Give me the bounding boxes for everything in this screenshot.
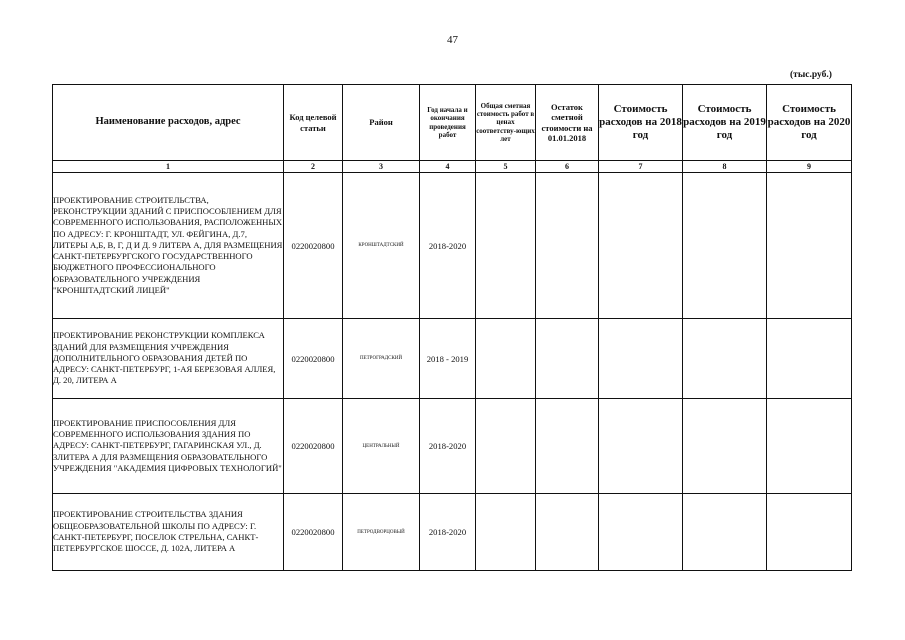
budget-table: [52, 84, 852, 571]
table-row: [53, 494, 852, 571]
header-remainder: Остаток сметной стоимости на 01.01.2018: [536, 85, 599, 161]
total-cost-cell: [476, 494, 536, 571]
header-years: Год начала и окончания проведения работ: [420, 85, 476, 161]
district: ЦЕНТРАЛЬНЫЙ: [343, 399, 420, 494]
cost-2019-cell: [683, 319, 767, 399]
work-years: 2018 - 2019: [420, 319, 476, 399]
cost-2018-cell: [599, 399, 683, 494]
total-cost-cell: [476, 399, 536, 494]
cost-2020-cell: [767, 399, 852, 494]
cost-2019-cell: [683, 494, 767, 571]
target-code: 0220020800: [284, 399, 343, 494]
cost-2020-cell: [767, 173, 852, 319]
header-cost-2019: Стоимость расходов на 2019 год: [683, 85, 767, 161]
cost-2020-cell: [767, 494, 852, 571]
district: КРОНШТАДТСКИЙ: [343, 173, 420, 319]
column-number: 6: [536, 161, 599, 173]
total-cost-cell: [476, 173, 536, 319]
target-code: 0220020800: [284, 494, 343, 571]
work-years: 2018-2020: [420, 399, 476, 494]
column-number: 3: [343, 161, 420, 173]
header-cost-2020: Стоимость расходов на 2020 год: [767, 85, 852, 161]
column-number: 7: [599, 161, 683, 173]
cost-2020-cell: [767, 319, 852, 399]
remainder-cell: [536, 319, 599, 399]
district: ПЕТРОДВОРЦОВЫЙ: [343, 494, 420, 571]
table-row: [53, 399, 852, 494]
table-row: [53, 319, 852, 399]
header-cost-2018: Стоимость расходов на 2018 год: [599, 85, 683, 161]
target-code: 0220020800: [284, 319, 343, 399]
expense-name: ПРОЕКТИРОВАНИЕ СТРОИТЕЛЬСТВА, РЕКОНСТРУКЦИИ ЗДАНИЙ С ПРИСПОСОБЛЕНИЕМ ДЛЯ СОВРЕМЕННОГО ИСПОЛЬЗОВАНИЯ, РАСПОЛОЖЕННЫХ ПО АДРЕСУ: Г. КРОНШТАДТ, УЛ. ФЕЙГИНА, Д.7, ЛИТЕРЫ А,Б, В, Г, Д И Д. 9 ЛИТЕРА А, ДЛЯ РАЗМЕЩЕНИЯ САНКТ-ПЕТЕРБУРГСКОГО ГОСУДАРСТВЕННОГО БЮДЖЕТНОГО ПРОФЕССИОНАЛЬНОГО ОБРАЗОВАТЕЛЬНОГО УЧРЕЖДЕНИЯ "КРОНШТАДТСКИЙ ЛИЦЕЙ": [53, 173, 284, 319]
total-cost-cell: [476, 319, 536, 399]
cost-2018-cell: [599, 173, 683, 319]
page-number: 47: [447, 34, 458, 46]
column-number: 1: [53, 161, 284, 173]
remainder-cell: [536, 399, 599, 494]
work-years: 2018-2020: [420, 173, 476, 319]
remainder-cell: [536, 173, 599, 319]
header-code: Код целевой статьи: [284, 85, 343, 161]
column-number: 2: [284, 161, 343, 173]
table-row: [53, 173, 852, 319]
target-code: 0220020800: [284, 173, 343, 319]
column-number: 5: [476, 161, 536, 173]
expense-name: ПРОЕКТИРОВАНИЕ ПРИСПОСОБЛЕНИЯ ДЛЯ СОВРЕМЕННОГО ИСПОЛЬЗОВАНИЯ ЗДАНИЯ ПО АДРЕСУ: САНКТ-ПЕТЕРБУРГ, ГАГАРИНСКАЯ УЛ., Д. 3ЛИТЕРА А ДЛЯ РАЗМЕЩЕНИЯ ОБРАЗОВАТЕЛЬНОГО УЧРЕЖДЕНИЯ "АКАДЕМИЯ ЦИФРОВЫХ ТЕХНОЛОГИЙ": [53, 399, 284, 494]
cost-2019-cell: [683, 399, 767, 494]
remainder-cell: [536, 494, 599, 571]
district: ПЕТРОГРАДСКИЙ: [343, 319, 420, 399]
column-number: 9: [767, 161, 852, 173]
cost-2019-cell: [683, 173, 767, 319]
header-name: Наименование расходов, адрес: [53, 85, 284, 161]
header-district: Район: [343, 85, 420, 161]
cost-2018-cell: [599, 494, 683, 571]
units-label: (тыс.руб.): [790, 70, 832, 80]
header-row: [53, 85, 852, 161]
header-total-cost: Общая сметная стоимость работ в ценах соответству-ющих лет: [476, 85, 536, 161]
cost-2018-cell: [599, 319, 683, 399]
work-years: 2018-2020: [420, 494, 476, 571]
expense-name: ПРОЕКТИРОВАНИЕ РЕКОНСТРУКЦИИ КОМПЛЕКСА ЗДАНИЙ ДЛЯ РАЗМЕЩЕНИЯ УЧРЕЖДЕНИЯ ДОПОЛНИТЕЛЬНОГО ОБРАЗОВАНИЯ ДЕТЕЙ ПО АДРЕСУ: САНКТ-ПЕТЕРБУРГ, 1-АЯ БЕРЕЗОВАЯ АЛЛЕЯ, Д. 20, ЛИТЕРА А: [53, 319, 284, 399]
column-number: 8: [683, 161, 767, 173]
column-number-row: [53, 161, 852, 173]
column-number: 4: [420, 161, 476, 173]
expense-name: ПРОЕКТИРОВАНИЕ СТРОИТЕЛЬСТВА ЗДАНИЯ ОБЩЕОБРАЗОВАТЕЛЬНОЙ ШКОЛЫ ПО АДРЕСУ: Г. САНКТ-ПЕТЕРБУРГ, ПОСЕЛОК СТРЕЛЬНА, САНКТ-ПЕТЕРБУРГСКОЕ ШОССЕ, Д. 102А, ЛИТЕРА А: [53, 494, 284, 571]
